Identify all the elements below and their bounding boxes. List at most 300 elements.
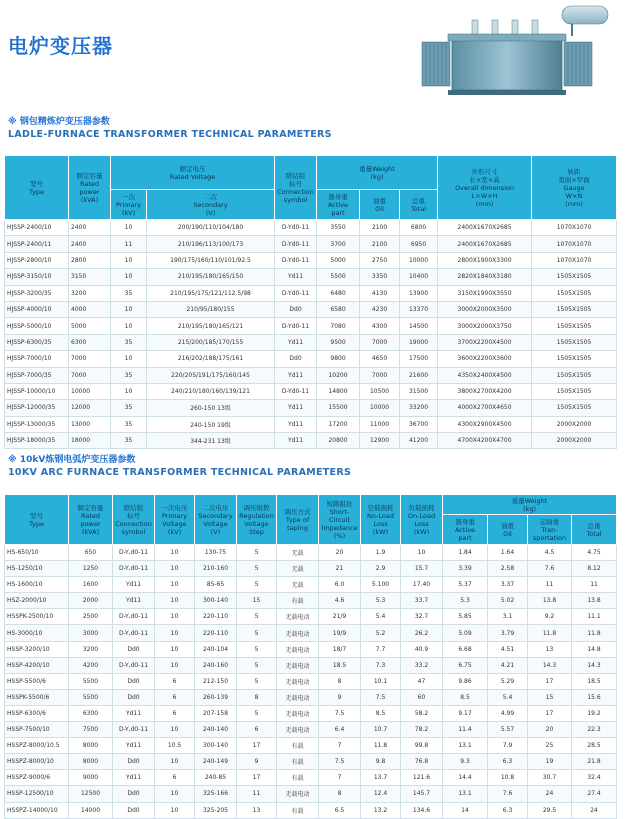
table-cell: 35 (111, 367, 147, 383)
table-cell: 5 (237, 609, 277, 625)
table-cell: 4350X2400X4500 (438, 367, 532, 383)
table-cell: 21600 (400, 367, 438, 383)
table-cell: D-Y,d0-11 (113, 609, 155, 625)
table-cell: Dd0 (113, 802, 155, 818)
table-row (5, 416, 617, 432)
table-cell: 1505X1505 (532, 269, 617, 285)
table-cell: 240-140 (195, 722, 237, 738)
table-cell: 35 (111, 400, 147, 416)
table-cell: 6300 (69, 334, 111, 350)
table-cell: 344-231 13级 (147, 433, 275, 449)
table-cell: 4230 (360, 301, 400, 317)
table-cell: 9000 (69, 770, 113, 786)
table-cell: 200/190/110/104/180 (147, 220, 275, 236)
table-cell: HSSP-12500/10 (5, 786, 69, 802)
table-cell: 1505X1505 (532, 351, 617, 367)
table-cell: 9.86 (443, 673, 488, 689)
table-cell: 10.5 (155, 738, 195, 754)
table-cell: HSSP-6300/6 (5, 705, 69, 721)
col2-connection: 联结组 标号 Connection symbol (113, 495, 155, 545)
table-cell: 10 (111, 318, 147, 334)
table-cell: 10 (111, 220, 147, 236)
table-cell: 14.3 (572, 657, 617, 673)
table-cell: HJSSP-7000/35 (5, 367, 69, 383)
table-cell: 35 (111, 416, 147, 432)
table-cell: HS-1600/10 (5, 577, 69, 593)
ladle-furnace-parameter-table (4, 155, 617, 449)
table-cell: D-Y,d0-11 (113, 561, 155, 577)
table-row (5, 625, 617, 641)
table-cell: 207-158 (195, 705, 237, 721)
table-cell: 3000X2000X3500 (438, 301, 532, 317)
table-cell: 13 (237, 802, 277, 818)
table-cell: 2500 (69, 609, 113, 625)
table-cell: 5.100 (361, 577, 401, 593)
table-cell: 2.58 (488, 561, 528, 577)
table-cell: 11.4 (443, 722, 488, 738)
table-cell: HSSPK-2500/10 (5, 609, 69, 625)
col2-type: 型号 Type (5, 495, 69, 545)
table-cell: HS-3000/10 (5, 625, 69, 641)
table-cell: 260-150 13级 (147, 400, 275, 416)
table-cell: 无载电动 (277, 609, 319, 625)
table-cell: 15.7 (401, 561, 443, 577)
table-row (5, 593, 617, 609)
section2-title-cn: ※ 10kV炼钢电弧炉变压器参数 (8, 455, 136, 465)
table-cell: 4650 (360, 351, 400, 367)
table-cell: Yd11 (113, 738, 155, 754)
table-cell: 10 (155, 802, 195, 818)
col-gauge: 轨距 宽面×窄面 Gauge W×N (mm) (532, 156, 617, 220)
table-cell: 17.40 (401, 577, 443, 593)
table-row (5, 657, 617, 673)
table-cell: D-Yd0-11 (275, 252, 317, 268)
table-cell: 5.57 (488, 722, 528, 738)
col2-active-part: 器身重 Active part (443, 515, 488, 545)
table-cell: 32.4 (572, 770, 617, 786)
table-cell: 5 (237, 641, 277, 657)
table-cell: 10200 (317, 367, 360, 383)
table-cell: 9500 (317, 334, 360, 350)
table-cell: 7.3 (361, 657, 401, 673)
table-row (5, 400, 617, 416)
table-cell: HJSSP-10000/10 (5, 383, 69, 399)
table-cell: 8.12 (572, 561, 617, 577)
table-cell: 6800 (400, 220, 438, 236)
table-cell: 650 (69, 545, 113, 561)
table-cell: 2000X2000 (532, 416, 617, 432)
table-cell: HJSSP-2400/10 (5, 220, 69, 236)
col2-oil: 油重 Oil (488, 515, 528, 545)
table-cell: D-Y,d0-11 (113, 545, 155, 561)
table-row (5, 577, 617, 593)
table-cell: 240-149 (195, 754, 237, 770)
table-cell: 35 (111, 334, 147, 350)
table-row (5, 334, 617, 350)
col-connection: 联结组 标号 Connection symbol (275, 156, 317, 220)
table-cell: 6 (155, 673, 195, 689)
table-cell: 7.5 (361, 689, 401, 705)
col-primary: 一次 Primary (kV) (111, 190, 147, 220)
table-cell: 300-140 (195, 593, 237, 609)
table-cell: 4300 (360, 318, 400, 334)
table-cell: HJSSP-4000/10 (5, 301, 69, 317)
table-cell: 有载 (277, 754, 319, 770)
table-cell: 18/7 (319, 641, 361, 657)
arc-furnace-parameter-table (4, 494, 617, 819)
table-cell: 24 (572, 802, 617, 818)
table-cell: 20 (528, 722, 572, 738)
table-cell: 1070X1070 (532, 220, 617, 236)
page-title: 电炉变压器 (8, 34, 113, 58)
col2-transportation: 运输重 Tran- sportation (528, 515, 572, 545)
table-cell: 2820X1840X3180 (438, 269, 532, 285)
table-cell: 19000 (400, 334, 438, 350)
table-cell: 10.7 (361, 722, 401, 738)
table-cell: HSSPZ-8000/10.5 (5, 738, 69, 754)
table-cell: 7.5 (319, 705, 361, 721)
table-row (5, 351, 617, 367)
table-cell: 5500 (69, 673, 113, 689)
table-cell: 10 (155, 545, 195, 561)
table-cell: 1505X1505 (532, 318, 617, 334)
table-cell: 3.1 (488, 609, 528, 625)
col2-on-load-loss: 负载损耗 On-Load Loss (kW) (401, 495, 443, 545)
table-cell: 13900 (400, 285, 438, 301)
table-cell: 14.3 (528, 657, 572, 673)
table-row (5, 561, 617, 577)
table-cell: 10 (155, 657, 195, 673)
table-cell: 220-110 (195, 625, 237, 641)
table-cell: 13.2 (361, 802, 401, 818)
table-cell: 11 (572, 577, 617, 593)
col-type: 型号 Type (5, 156, 69, 220)
table-row (5, 754, 617, 770)
table-cell: 5500 (69, 689, 113, 705)
table-cell: 7 (319, 770, 361, 786)
table-cell: 无载电动 (277, 689, 319, 705)
table-row (5, 433, 617, 449)
table-cell: Yd11 (113, 577, 155, 593)
table-cell: 11.1 (572, 609, 617, 625)
table-cell: 240-85 (195, 770, 237, 786)
table-cell: 13370 (400, 301, 438, 317)
table-cell: 3000 (69, 625, 113, 641)
table-cell: HJSSP-3200/35 (5, 285, 69, 301)
table-cell: 2100 (360, 236, 400, 252)
table-cell: D-Y,d0-11 (113, 625, 155, 641)
table-cell: Yd11 (275, 433, 317, 449)
table-cell: HJSSP-2800/10 (5, 252, 69, 268)
col2-total: 总重 Total (572, 515, 617, 545)
table-cell: 7000 (360, 367, 400, 383)
table-cell: 11.8 (572, 625, 617, 641)
table-cell: 7.5 (319, 754, 361, 770)
table-cell: 14500 (400, 318, 438, 334)
table-row (5, 609, 617, 625)
table-cell: 325-166 (195, 786, 237, 802)
table-cell: Dd0 (113, 673, 155, 689)
table-cell: 260-139 (195, 689, 237, 705)
table-cell: 9.2 (528, 609, 572, 625)
table-cell: 10 (155, 722, 195, 738)
table-cell: 5500 (317, 269, 360, 285)
table-cell: 11.8 (528, 625, 572, 641)
table-cell: 有载 (277, 738, 319, 754)
table-cell: 19.2 (572, 705, 617, 721)
table-cell: 6.75 (443, 657, 488, 673)
ladle-table-body (5, 220, 617, 449)
table-cell: 9800 (317, 351, 360, 367)
table-cell: HSZ-2000/10 (5, 593, 69, 609)
table-cell: 9.17 (443, 705, 488, 721)
table-cell: 4000X2700X4650 (438, 400, 532, 416)
table-cell: 6580 (317, 301, 360, 317)
table-cell: 11 (111, 236, 147, 252)
table-cell: 4.5 (528, 545, 572, 561)
table-cell: 85-65 (195, 577, 237, 593)
table-cell: HJSSP-3150/10 (5, 269, 69, 285)
table-cell: 5 (237, 705, 277, 721)
arc-table-body (5, 545, 617, 819)
table-cell: HSSP-5500/6 (5, 673, 69, 689)
table-cell: 6.68 (443, 641, 488, 657)
table-cell: 4.75 (572, 545, 617, 561)
table-row (5, 738, 617, 754)
table-cell: 5000 (317, 252, 360, 268)
table-cell: 10 (111, 252, 147, 268)
table-cell: 12500 (69, 786, 113, 802)
table-cell: 2750 (360, 252, 400, 268)
table-cell: 7.9 (488, 738, 528, 754)
table-cell: 17500 (400, 351, 438, 367)
table-row (5, 673, 617, 689)
table-cell: 10400 (400, 269, 438, 285)
table-cell: 33200 (400, 400, 438, 416)
table-cell: 7000 (360, 334, 400, 350)
table-cell: D-Yd0-11 (275, 236, 317, 252)
table-cell: 无载电动 (277, 625, 319, 641)
table-row (5, 383, 617, 399)
table-cell: 210-160 (195, 561, 237, 577)
table-cell: 6.3 (488, 802, 528, 818)
table-cell: 13 (528, 641, 572, 657)
table-cell: 240-160 (195, 657, 237, 673)
table-cell: 4.6 (319, 593, 361, 609)
table-cell: 8 (237, 689, 277, 705)
table-cell: 240/210/180/160/139/121 (147, 383, 275, 399)
table-row (5, 641, 617, 657)
col-total: 总重 Total (400, 190, 438, 220)
table-cell: 无载电动 (277, 641, 319, 657)
table-cell: 2000 (69, 593, 113, 609)
table-cell: 7080 (317, 318, 360, 334)
table-cell: 35 (111, 285, 147, 301)
table-cell: 4300X2900X4500 (438, 416, 532, 432)
table-cell: 4130 (360, 285, 400, 301)
col2-weight: 重量Weight (kg) (443, 495, 617, 515)
table-cell: Yd11 (275, 400, 317, 416)
table-cell: 8000 (69, 738, 113, 754)
table-cell: 9 (237, 754, 277, 770)
table-cell: 19 (528, 754, 572, 770)
table-cell: 17 (237, 738, 277, 754)
table-cell: 130-75 (195, 545, 237, 561)
table-cell: 13.8 (572, 593, 617, 609)
table-cell: 1.64 (488, 545, 528, 561)
col2-primary-voltage: 一次电压 Primary Voltage (kV) (155, 495, 195, 545)
table-cell: 3200 (69, 285, 111, 301)
table-cell: 7.6 (488, 786, 528, 802)
table-cell: 240-104 (195, 641, 237, 657)
table-cell: 10 (155, 561, 195, 577)
table-cell: 3150X1900X3550 (438, 285, 532, 301)
table-cell: 5.85 (443, 609, 488, 625)
table-cell: 无载电动 (277, 722, 319, 738)
table-cell: HJSSP-5000/10 (5, 318, 69, 334)
table-cell: 10.1 (361, 673, 401, 689)
table-cell: Dd0 (113, 754, 155, 770)
table-cell: 41200 (400, 433, 438, 449)
table-cell: 7000 (69, 351, 111, 367)
table-cell: 5000 (69, 318, 111, 334)
table-cell: 32.7 (401, 609, 443, 625)
table-cell: 210/195/180/165/150 (147, 269, 275, 285)
table-cell: 2400 (69, 236, 111, 252)
table-cell: 240-150 19级 (147, 416, 275, 432)
table-row (5, 786, 617, 802)
table-cell: 1505X1505 (532, 367, 617, 383)
table-cell: 1.9 (361, 545, 401, 561)
table-cell: 25 (528, 738, 572, 754)
col-oil: 油重 Oil (360, 190, 400, 220)
table-cell: Dd0 (113, 641, 155, 657)
table-cell: 30.7 (528, 770, 572, 786)
table-cell: 12.4 (361, 786, 401, 802)
table-cell: 18000 (69, 433, 111, 449)
table-cell: 10000 (69, 383, 111, 399)
table-cell: 210/195/175/121/112.5/98 (147, 285, 275, 301)
table-cell: 3800X2700X4200 (438, 383, 532, 399)
table-cell: 6 (237, 722, 277, 738)
table-cell: 24 (528, 786, 572, 802)
col-overall-dimension: 外形尺寸 长×宽×高 Overall dimension L×W×H (mm) (438, 156, 532, 220)
table-cell: 7000 (69, 367, 111, 383)
table-cell: D-Y,d0-11 (113, 657, 155, 673)
table-cell: HSSP-7500/10 (5, 722, 69, 738)
table-cell: 4000 (69, 301, 111, 317)
table-cell: 134.6 (401, 802, 443, 818)
table-cell: 1070X1070 (532, 236, 617, 252)
table-cell: 10 (155, 577, 195, 593)
col2-regulation-step: 调压级数 Regulation Voltage Step (237, 495, 277, 545)
table-cell: 2800 (69, 252, 111, 268)
table-cell: 3.79 (488, 625, 528, 641)
table-cell: Dd0 (275, 301, 317, 317)
table-cell: Yd11 (113, 593, 155, 609)
table-cell: 10 (155, 609, 195, 625)
table-cell: 7.7 (361, 641, 401, 657)
table-row (5, 770, 617, 786)
table-cell: 4.99 (488, 705, 528, 721)
table-cell: 10 (155, 754, 195, 770)
table-cell: D-Y,d0-11 (113, 722, 155, 738)
table-cell: 15.6 (572, 689, 617, 705)
table-cell: 210/95/180/155 (147, 301, 275, 317)
table-cell: 2800X1900X3300 (438, 252, 532, 268)
table-cell: 6 (155, 770, 195, 786)
table-cell: 无载 (277, 545, 319, 561)
table-cell: 47 (401, 673, 443, 689)
table-cell: 1505X1505 (532, 301, 617, 317)
table-cell: 无载 (277, 561, 319, 577)
table-cell: 5.3 (443, 593, 488, 609)
table-cell: 5.09 (443, 625, 488, 641)
table-cell: 5.4 (488, 689, 528, 705)
table-cell: 7 (319, 738, 361, 754)
table-row (5, 689, 617, 705)
table-cell: 26.2 (401, 625, 443, 641)
table-cell: HJSSP-13000/35 (5, 416, 69, 432)
table-cell: HSSP-3200/10 (5, 641, 69, 657)
table-row (5, 367, 617, 383)
table-cell: 1505X1505 (532, 383, 617, 399)
table-cell: 10 (401, 545, 443, 561)
table-cell: 28.5 (572, 738, 617, 754)
table-cell: 15500 (317, 400, 360, 416)
col2-secondary-voltage: 二次电压 Secondary Voltage (V) (195, 495, 237, 545)
table-cell: 6480 (317, 285, 360, 301)
table-cell: 3700 (317, 236, 360, 252)
table-cell: D-Yd0-11 (275, 383, 317, 399)
table-cell: 6.4 (319, 722, 361, 738)
table-cell: 5 (237, 673, 277, 689)
table-row (5, 285, 617, 301)
col-rated-voltage: 额定电压 Rated Voltage (111, 156, 275, 190)
table-cell: 有载 (277, 802, 319, 818)
table-row (5, 705, 617, 721)
table-cell: 10 (155, 786, 195, 802)
table-cell: 10 (111, 269, 147, 285)
section2-title-en: 10KV ARC FURNACE TRANSFORMER TECHNICAL PARAMETERS (8, 467, 352, 478)
table-cell: 60 (401, 689, 443, 705)
table-cell: 6 (155, 689, 195, 705)
table-cell: 5 (237, 577, 277, 593)
table-cell: 21.8 (572, 754, 617, 770)
table-row (5, 318, 617, 334)
table-cell: HSSPK-5500/6 (5, 689, 69, 705)
table-cell: 10.8 (488, 770, 528, 786)
table-cell: 121.6 (401, 770, 443, 786)
table-cell: 17200 (317, 416, 360, 432)
table-cell: 5.2 (361, 625, 401, 641)
table-cell: 216/202/188/175/161 (147, 351, 275, 367)
table-cell: 10 (111, 383, 147, 399)
table-cell: 220-110 (195, 609, 237, 625)
table-cell: 无载 (277, 577, 319, 593)
table-cell: 14.4 (443, 770, 488, 786)
table-cell: HJSSP-7000/10 (5, 351, 69, 367)
table-cell: 5.29 (488, 673, 528, 689)
table-cell: 29.5 (528, 802, 572, 818)
table-cell: 13000 (69, 416, 111, 432)
table-cell: 76.8 (401, 754, 443, 770)
table-cell: 10 (155, 593, 195, 609)
table-cell: 215/200/185/170/155 (147, 334, 275, 350)
table-cell: 1250 (69, 561, 113, 577)
col2-impedance: 短路阻抗 Short- Circuit Impedance (%) (319, 495, 361, 545)
table-cell: 12900 (360, 433, 400, 449)
